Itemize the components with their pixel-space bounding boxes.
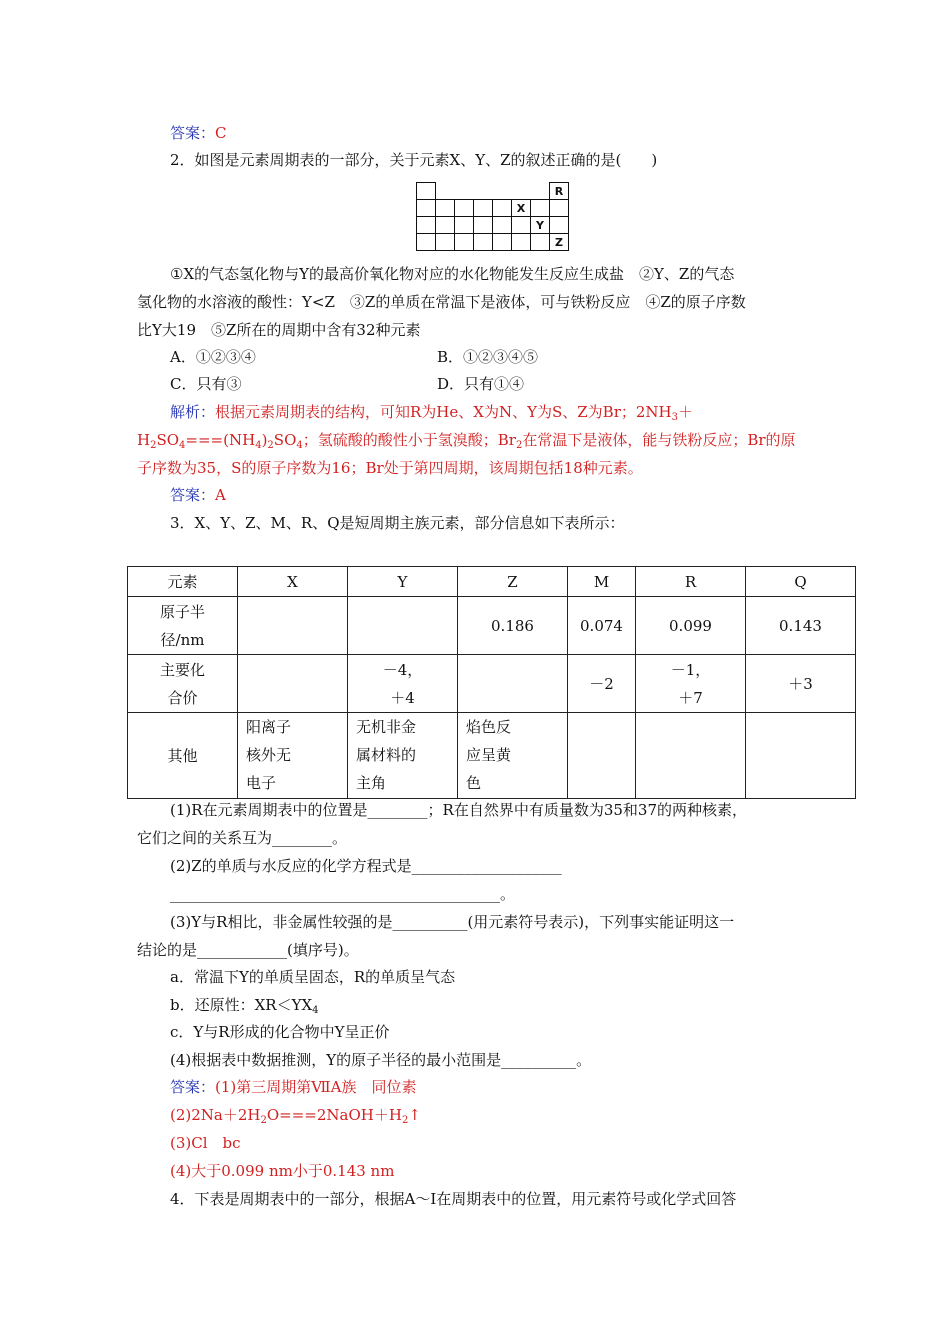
option-A: A．①②③④ xyxy=(170,348,256,366)
answer-value: A xyxy=(215,486,226,504)
table-header-row xyxy=(128,567,856,597)
header-cell: M xyxy=(568,567,636,597)
answer-2 xyxy=(170,485,226,505)
table-cell xyxy=(238,597,348,655)
sub-question-4: (4)根据表中数据推测，Y的原子半径的最小范围是__________。 xyxy=(170,1051,592,1069)
element-info-table xyxy=(127,566,856,799)
table-cell xyxy=(636,713,746,799)
answer-value: C xyxy=(215,124,227,142)
table-cell: －2 xyxy=(568,655,636,713)
answer-1 xyxy=(170,123,227,143)
header-cell: R xyxy=(636,567,746,597)
sub-question-1b: 它们之间的关系互为________。 xyxy=(137,829,348,847)
analysis-line-3: 子序数为35，S的原子序数为16；Br处于第四周期，该周期包括18种元素。 xyxy=(137,459,643,477)
statement-line-3: 比Y大19 ⑤Z所在的周期中含有32种元素 xyxy=(137,321,421,339)
answer-3-line-1: 答案：(1)第三周期第ⅦA族 同位素 xyxy=(170,1078,417,1096)
header-cell: Z xyxy=(458,567,568,597)
answer-label: 答案： xyxy=(170,486,216,504)
analysis-line-1: 解析：根据元素周期表的结构，可知R为He、X为N、Y为S、Z为Br；$2NH_3+$ xyxy=(170,403,694,423)
table-cell: 焰色反 应呈黄 色 xyxy=(458,713,568,799)
table-cell: 0.186 xyxy=(458,597,568,655)
table-row-other xyxy=(128,713,856,799)
question-3-stem: 3．X、Y、Z、M、R、Q是短周期主族元素，部分信息如下表所示： xyxy=(170,514,625,532)
header-cell: X xyxy=(238,567,348,597)
answer-3-line-3: (3)Cl bc xyxy=(170,1134,241,1152)
answer-label: 答案： xyxy=(170,124,216,142)
option-C: C．只有③ xyxy=(170,375,242,393)
header-cell: Y xyxy=(348,567,458,597)
answer-label: 答案： xyxy=(170,1078,216,1096)
table-row-radius xyxy=(128,597,856,655)
ptable-cell xyxy=(417,183,436,200)
choice-a: a．常温下Y的单质呈固态，R的单质呈气态 xyxy=(170,968,456,986)
sub-question-3b: 结论的是____________(填序号)。 xyxy=(137,941,359,959)
question-2-stem: 2．如图是元素周期表的一部分，关于元素X、Y、Z的叙述正确的是( ) xyxy=(170,151,658,169)
table-cell xyxy=(348,597,458,655)
table-cell: 阳离子 核外无 电子 xyxy=(238,713,348,799)
question-4-stem: 4．下表是周期表中的一部分，根据A～I在周期表中的位置，用元素符号或化学式回答 xyxy=(170,1190,737,1208)
table-cell: －1， ＋7 xyxy=(636,655,746,713)
ptable-cell-R: R xyxy=(550,183,569,200)
table-cell xyxy=(568,713,636,799)
header-cell: 元素 xyxy=(128,567,238,597)
table-cell: －4， ＋4 xyxy=(348,655,458,713)
table-cell xyxy=(238,655,348,713)
ptable-cell-Z: Z xyxy=(550,234,569,251)
option-D: D．只有①④ xyxy=(437,375,525,393)
choice-b: b．还原性：$XR<YX_4$ xyxy=(170,996,319,1016)
table-cell: 无机非金 属材料的 主角 xyxy=(348,713,458,799)
choice-c: c．Y与R形成的化合物中Y呈正价 xyxy=(170,1023,390,1041)
table-cell xyxy=(746,713,856,799)
ptable-cell-X: X xyxy=(512,200,531,217)
statement-line-2: 氢化物的水溶液的酸性：Y<Z ③Z的单质在常温下是液体，可与铁粉反应 ④Z的原子序数 xyxy=(137,293,746,311)
sub-question-3a: (3)Y与R相比，非金属性较强的是__________(用元素符号表示)，下列事实能证明这一 xyxy=(170,913,735,931)
table-cell: 0.074 xyxy=(568,597,636,655)
table-row-valence xyxy=(128,655,856,713)
analysis-line-2: $H_2SO_4===(NH_4)_2SO_4$；氢硫酸的酸性小于氢溴酸；$Br_2$在常温下是液体，能与铁粉反应；Br的原 xyxy=(137,431,796,451)
sub-question-2b: ____________________________________________。 xyxy=(170,885,516,903)
table-cell: 0.143 xyxy=(746,597,856,655)
table-cell xyxy=(458,655,568,713)
row-label: 原子半 径/nm xyxy=(128,597,238,655)
answer-3-line-2: $(2)2Na+2H_2O===2NaOH+H_2↑$ xyxy=(170,1106,421,1126)
sub-question-1a: (1)R在元素周期表中的位置是________；R在自然界中有质量数为35和37的两种核素， xyxy=(170,801,748,819)
sub-question-2a: (2)Z的单质与水反应的化学方程式是____________________ xyxy=(170,857,562,875)
statement-line-1: ①X的气态氢化物与Y的最高价氧化物对应的水化物能发生反应生成盐 ②Y、Z的气态 xyxy=(170,265,735,283)
answer-3-line-4: (4)大于0.099 nm小于0.143 nm xyxy=(170,1162,395,1180)
table-cell: ＋3 xyxy=(746,655,856,713)
table-cell: 0.099 xyxy=(636,597,746,655)
row-label: 其他 xyxy=(128,713,238,799)
header-cell: Q xyxy=(746,567,856,597)
analysis-label: 解析： xyxy=(170,403,216,421)
periodic-table-fragment xyxy=(416,182,569,251)
option-B: B．①②③④⑤ xyxy=(437,348,539,366)
row-label: 主要化 合价 xyxy=(128,655,238,713)
ptable-cell-Y: Y xyxy=(531,217,550,234)
